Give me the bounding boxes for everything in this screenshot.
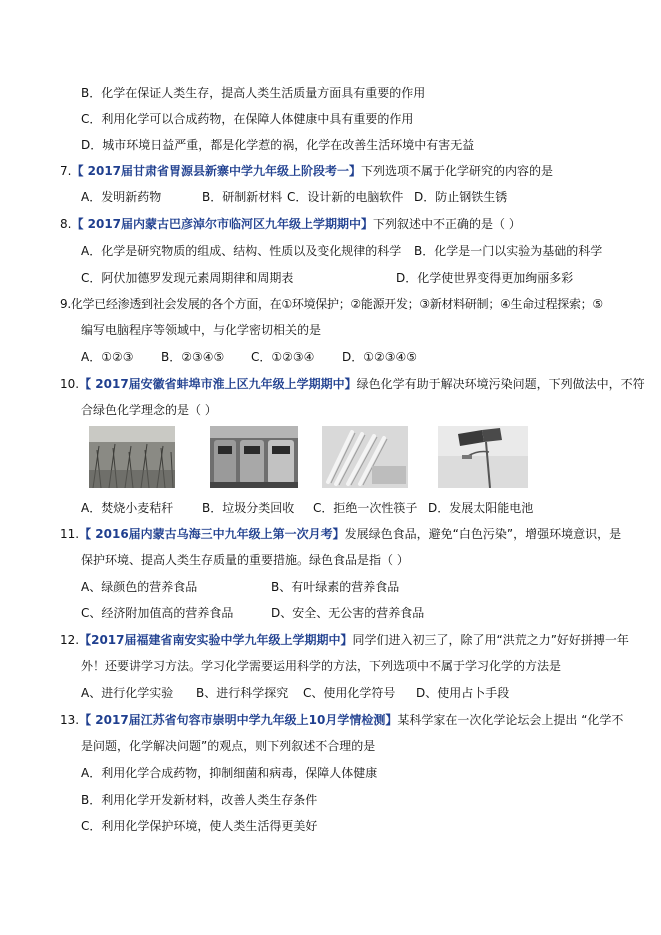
q12-option-a: A、进行化学实验 (81, 686, 174, 700)
q12-number: 12. (60, 633, 80, 647)
recycling-bins-image (210, 426, 298, 488)
q13-stem: 某科学家在一次化学论坛会上提出 “化学不 (397, 713, 624, 727)
solar-street-lamp-image (438, 426, 528, 488)
q9-option-c: C．①②③④ (251, 350, 315, 364)
q13-option-b: B．利用化学开发新材料，改善人类生存条件 (81, 793, 318, 807)
q13-option-c: C．利用化学保护环境，使人类生活得更美好 (81, 819, 318, 833)
q13-number: 13. (60, 713, 80, 727)
q11-source: 【 2016届内蒙古乌海三中九年级上第一次月考】 (79, 527, 345, 541)
q12-stem-line (60, 632, 629, 648)
q13-stem-line2: 是问题，化学解决问题”的观点，则下列叙述不合理的是 (81, 739, 376, 753)
q11-stem: 发展绿色食品，避免“白色污染”，增强环境意识，是 (344, 527, 622, 541)
q8-stem-line (60, 216, 521, 232)
q10-option-a: A．焚烧小麦秸秆 (81, 501, 174, 515)
q8-option-b: B．化学是一门以实验为基础的科学 (414, 244, 603, 258)
q13-option-a: A．利用化学合成药物，抑制细菌和病毒，保障人体健康 (81, 766, 378, 780)
q7-source: 【 2017届甘肃省胃源县新寨中学九年级上阶段考一】 (71, 164, 362, 178)
q12-option-d: D、使用占卜手段 (416, 686, 510, 700)
q6-option-b: B．化学在保证人类生存，提高人类生活质量方面具有重要的作用 (81, 86, 426, 100)
q12-stem: 同学们进入初三了，除了用“洪荒之力”好好拼搏一年 (352, 633, 629, 647)
q13-source: 【 2017届江苏省句容市崇明中学九年级上10月学情检测】 (79, 713, 398, 727)
q7-stem-line (60, 163, 553, 179)
q6-option-d: D．城市环境日益严重，都是化学惹的祸，化学在改善生活环境中有害无益 (81, 138, 475, 152)
q12-source: 【2017届福建省南安实验中学九年级上学期期中】 (79, 633, 353, 647)
q7-option-b: B．研制新材料 (202, 190, 283, 204)
q11-stem-line (60, 526, 621, 542)
q10-number: 10. (60, 377, 80, 391)
q12-option-c: C、使用化学符号 (303, 686, 396, 700)
q6-option-c: C．利用化学可以合成药物，在保障人体健康中具有重要的作用 (81, 112, 414, 126)
q7-option-a: A．发明新药物 (81, 190, 162, 204)
q11-option-c: C、经济附加值高的营养食品 (81, 606, 234, 620)
q10-option-d: D．发展太阳能电池 (428, 501, 534, 515)
q12-stem-line2: 外！还要讲学习方法。学习化学需要运用科学的方法，下列选项中不属于学习化学的方法是 (81, 659, 562, 673)
q10-stem-line2: 合绿色化学理念的是（ ） (81, 403, 217, 417)
q9-option-a: A．①②③ (81, 350, 134, 364)
q8-stem: 下列叙述中不正确的是（ ） (373, 217, 521, 231)
q9-option-d: D．①②③④⑤ (342, 350, 418, 364)
q11-number: 11. (60, 527, 80, 541)
q8-option-a: A．化学是研究物质的组成、结构、性质以及变化规律的科学 (81, 244, 402, 258)
q9-option-b: B．②③④⑤ (161, 350, 225, 364)
q10-source: 【 2017届安徽省蚌埠市淮上区九年级上学期期中】 (79, 377, 357, 391)
q13-stem-line (60, 712, 623, 728)
q12-option-b: B、进行科学探究 (196, 686, 289, 700)
q10-stem-line (60, 376, 645, 392)
q8-source: 【 2017届内蒙古巴彦淖尔市临河区九年级上学期期中】 (71, 217, 374, 231)
q7-stem: 下列选项不属于化学研究的内容的是 (361, 164, 554, 178)
q9-stem-line2: 编写电脑程序等领域中，与化学密切相关的是 (81, 323, 322, 337)
q10-option-c: C．拒绝一次性筷子 (313, 501, 418, 515)
q9-stem-line1: 9.化学已经渗透到社会发展的各个方面，在①环境保护；②能源开发；③新材料研制；④生命过程探索；⑤ (60, 297, 603, 311)
burning-straw-image (89, 426, 175, 488)
q7-option-c: C．设计新的电脑软件 (287, 190, 404, 204)
q11-option-a: A、绿颜色的营养食品 (81, 580, 198, 594)
q7-option-d: D．防止钢铁生锈 (414, 190, 508, 204)
q11-stem-line2: 保护环境、提高人类生存质量的重要措施。绿色食品是指（ ） (81, 553, 409, 567)
q11-option-b: B、有叶绿素的营养食品 (271, 580, 400, 594)
q11-option-d: D、安全、无公害的营养食品 (271, 606, 425, 620)
q7-number: 7. (60, 164, 72, 178)
q10-option-b: B．垃圾分类回收 (202, 501, 295, 515)
q10-stem: 绿色化学有助于解决环境污染问题，下列做法中，不符 (356, 377, 645, 391)
q8-option-c: C．阿伏加德罗发现元素周期律和周期表 (81, 271, 294, 285)
q8-option-d: D．化学使世界变得更加绚丽多彩 (396, 271, 574, 285)
chopsticks-image (322, 426, 408, 488)
q8-number: 8. (60, 217, 72, 231)
